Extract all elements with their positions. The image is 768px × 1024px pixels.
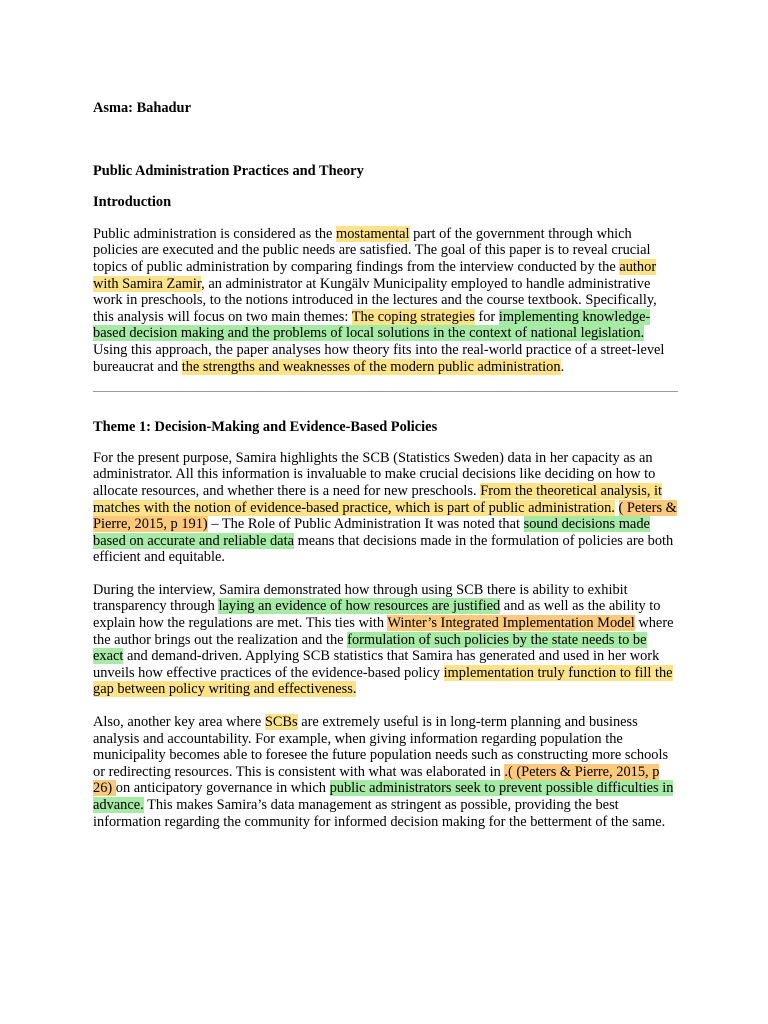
body-text: Also, another key area where — [93, 714, 265, 731]
body-text: for — [474, 308, 499, 325]
highlighted-text-orange: Winter’s Integrated Implementation Model — [387, 615, 635, 632]
theme1-heading: Theme 1: Decision-Making and Evidence-Based Policies — [93, 419, 438, 436]
body-text: Using this approach, the paper analyses how theory fits into the real-world practice of a street-level bureaucrat and — [93, 341, 665, 375]
body-text: – The Role of Public Administration It was noted that — [207, 516, 524, 533]
body-text: During the interview, Samira demonstrated how through using SCB there is ability to exhibit transparency through — [93, 581, 628, 615]
introduction-heading: Introduction — [93, 194, 172, 211]
highlighted-text-yellow: author with Samira Zamir — [93, 258, 657, 292]
document-title: Public Administration Practices and Theory — [93, 162, 364, 179]
body-text: where the author brings out the realization and the — [93, 615, 674, 648]
author-name: Asma: Bahadur — [93, 100, 191, 116]
highlighted-text-yellow: implementation truly function to fill the gap between policy writing and effectiveness. — [93, 664, 673, 698]
body-text: means that decisions made in the formulation of policies are both efficient and equitable. — [93, 532, 674, 566]
body-text: . — [560, 358, 565, 375]
body-text: , an administrator at Kungälv Municipality employed to handle administrative work in preschools, to the notions introduced in the lectures and the course textbook. Specifically, this analysis will focus on two main themes: — [93, 275, 657, 325]
highlighted-text-yellow: The coping strategies — [351, 308, 475, 325]
body-text: For the present purpose, Samira highlights the SCB (Statistics Sweden) data in her capacity as an administrator. All this information is invaluable to make crucial decisions like deciding on how to allocate resources, and whether there is a need for new preschools. — [93, 449, 656, 499]
section-divider — [93, 391, 678, 392]
body-text: This makes Samira’s data management as stringent as possible, providing the best information regarding the community for informed decision making for the betterment of the same. — [93, 797, 666, 830]
highlighted-text-yellow: SCBs — [264, 714, 298, 731]
theme1-paragraph-1 — [93, 450, 678, 566]
theme1-paragraph-3 — [93, 714, 678, 830]
highlighted-text-orange: ( Peters & Pierre, 2015, p 191) — [93, 499, 677, 533]
highlighted-text-yellow: the strengths and weaknesses of the modern public administration — [181, 358, 561, 375]
highlighted-text-yellow: From the theoretical analysis, it matches with the notion of evidence-based practice, which is part of public administration. — [93, 482, 663, 516]
highlighted-text-orange: .( (Peters & Pierre, 2015, p 26) — [93, 763, 660, 797]
highlighted-text-green: implementing knowledge-based decision making and the problems of local solutions in the context of national legislation. — [93, 308, 651, 342]
body-text: and demand-driven. Applying SCB statistics that Samira has generated and used in her work unveils how effective practices of the evidence-based policy — [93, 648, 660, 681]
body-text: Public administration is considered as the — [93, 225, 336, 242]
body-text: are extremely useful is in long-term planning and business analysis and accountability. For example, when giving information regarding population the municipality becomes able to foresee the future population needs such as constructing more schools or redirecting resources. This is consistent with what was elaborated in — [93, 714, 669, 780]
introduction-paragraph — [93, 226, 678, 375]
highlighted-text-green: formulation of such policies by the state needs to be exact — [93, 631, 647, 665]
theme1-paragraph-2 — [93, 582, 678, 698]
highlighted-text-green: laying an evidence of how resources are justified — [218, 598, 501, 615]
body-text: and as well as the ability to explain how the regulations are met. This ties with — [93, 598, 661, 632]
document-body — [93, 100, 678, 830]
highlighted-text-yellow: mostamental — [336, 225, 410, 242]
body-text: part of the government through which policies are executed and the public needs are satisfied. The goal of this paper is to reveal crucial topics of public administration by comparing findings from the interview conducted by the — [93, 225, 651, 275]
body-text: on anticipatory governance in which — [115, 780, 330, 797]
body-text — [615, 500, 619, 516]
highlighted-text-green: public administrators seek to prevent possible difficulties in advance. — [93, 780, 674, 813]
highlighted-text-green: sound decisions made based on accurate and reliable data — [93, 516, 650, 549]
